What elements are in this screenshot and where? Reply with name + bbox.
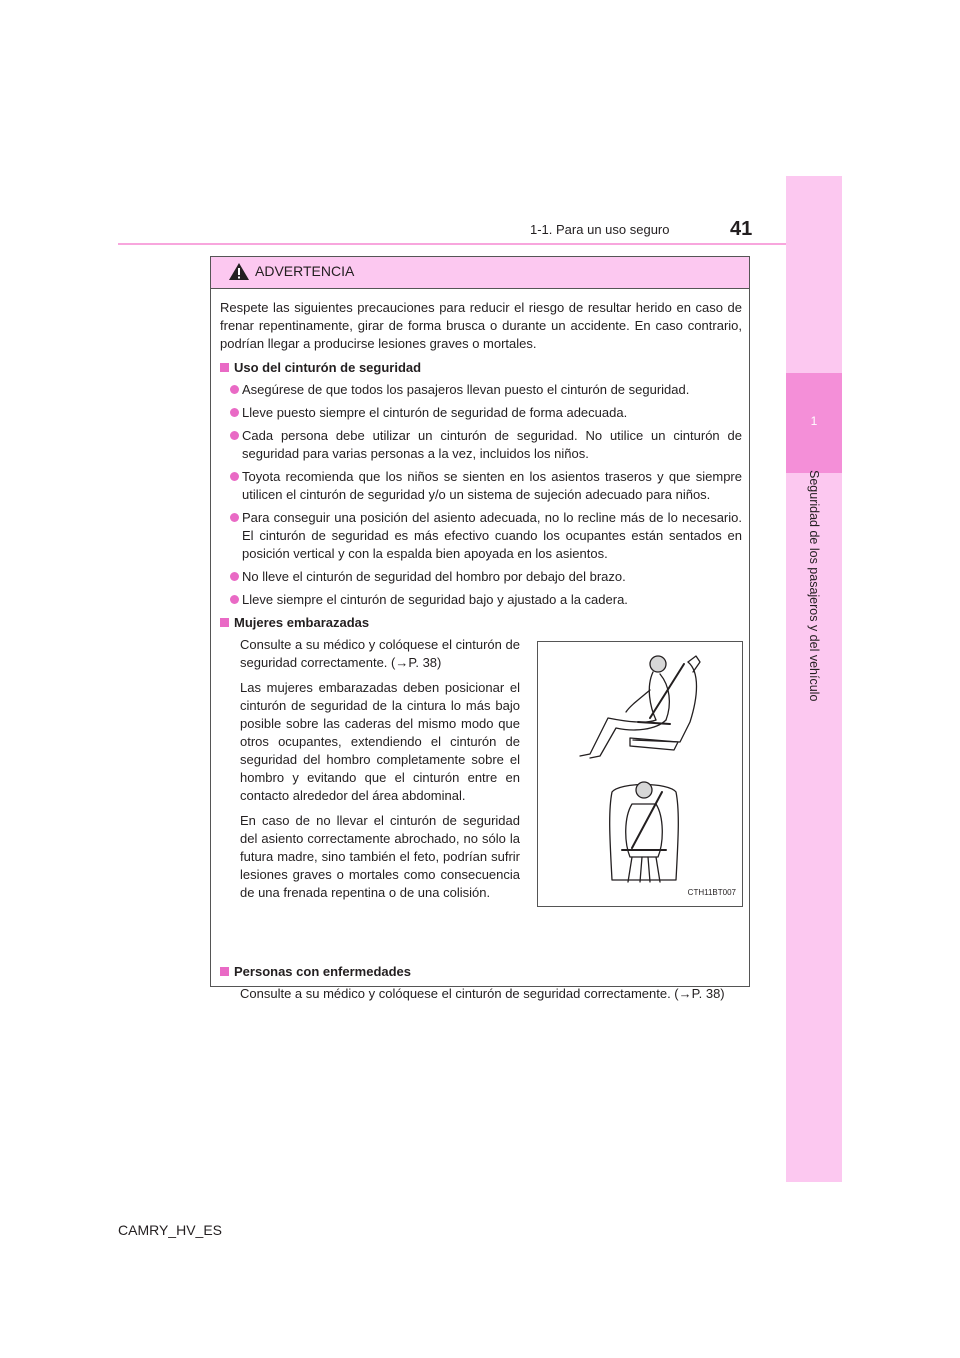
circle-bullet-icon [230, 472, 239, 481]
list-item: Para conseguir una posición del asiento adecuada, no lo recline más de lo necesario. El cinturón de seguridad es más efectivo cuando los ocupantes están sentados en posición vertical y con la espalda bien apoyada en los asientos. [220, 509, 742, 563]
list-item: No lleve el cinturón de seguridad del hombro por debajo del brazo. [220, 568, 742, 586]
list-item: Toyota recomienda que los niños se sienten en los asientos traseros y que siempre utilicen el cinturón de seguridad y/o un sistema de sujeción adecuado para niños. [220, 468, 742, 504]
warning-intro: Respete las siguientes precauciones para reducir el riesgo de resultar herido en caso de frenar repentinamente, girar de forma brusca o durante un accidente. En caso contrario, podrían llegar a producirse lesiones graves o mortales. [220, 300, 742, 351]
warning-body [220, 299, 742, 1003]
section-heading-pregnant-women: Mujeres embarazadas [220, 614, 742, 632]
side-chapter-title [786, 470, 842, 870]
paragraph: Consulte a su médico y colóquese el cinturón de seguridad correctamente. (→P. 38) [240, 986, 725, 1001]
seatbelt-bullet-list [220, 381, 742, 609]
list-item: Asegúrese de que todos los pasajeros llevan puesto el cinturón de seguridad. [220, 381, 742, 399]
circle-bullet-icon [230, 408, 239, 417]
list-item: Cada persona debe utilizar un cinturón de seguridad. No utilice un cinturón de seguridad para varias personas a la vez, incluidos los niños. [220, 427, 742, 463]
section-heading-seatbelt-use: Uso del cinturón de seguridad [220, 359, 742, 377]
pregnant-seatbelt-illustration [537, 641, 743, 907]
warning-box [210, 256, 750, 1001]
chapter-title-text: Seguridad de los pasajeros y del vehículo [807, 470, 821, 702]
list-item: Lleve puesto siempre el cinturón de seguridad de forma adecuada. [220, 404, 742, 422]
header-rule [118, 243, 786, 245]
square-bullet-icon [220, 618, 229, 627]
circle-bullet-icon [230, 431, 239, 440]
pregnant-section [220, 636, 742, 960]
circle-bullet-icon [230, 513, 239, 522]
circle-bullet-icon [230, 572, 239, 581]
paragraph: Las mujeres embarazadas deben posicionar el cinturón de seguridad de la cintura lo más bajo posible sobre las caderas del mismo modo que otros ocupantes, extendiendo el cinturón de seguridad del hombro completamente sobre el hombro y evitando que el cinturón entre en contacto alrededor del área abdominal. [240, 680, 520, 803]
warning-header [211, 257, 749, 289]
warning-triangle-icon [228, 262, 250, 281]
circle-bullet-icon [230, 385, 239, 394]
paragraph: En caso de no llevar el cinturón de seguridad del asiento correctamente abrochado, no sólo la futura madre, sino también el feto, podrían sufrir lesiones graves o mortales como consecuencia de una frenada repentina o de una colisión. [240, 813, 520, 900]
seated-pregnant-woman-side-illustration [538, 642, 742, 906]
list-item: Lleve siempre el cinturón de seguridad bajo y ajustado a la cadera. [220, 591, 742, 609]
square-bullet-icon [220, 363, 229, 372]
chapter-number: 1 [810, 414, 818, 428]
page-number: 41 [730, 218, 753, 240]
section-header: 1-1. Para un uso seguro [530, 222, 670, 237]
pregnant-text [240, 636, 520, 909]
warning-title: ADVERTENCIA [255, 263, 355, 279]
model-code: CAMRY_HV_ES [118, 1222, 223, 1238]
paragraph: Consulte a su médico y colóquese el cinturón de seguridad correctamente. (→P. 38) [240, 637, 520, 670]
section-heading-people-with-diseases: Personas con enfermedades [220, 963, 742, 981]
circle-bullet-icon [230, 595, 239, 604]
figure-caption: CTH11BT007 [687, 888, 736, 897]
square-bullet-icon [220, 967, 229, 976]
